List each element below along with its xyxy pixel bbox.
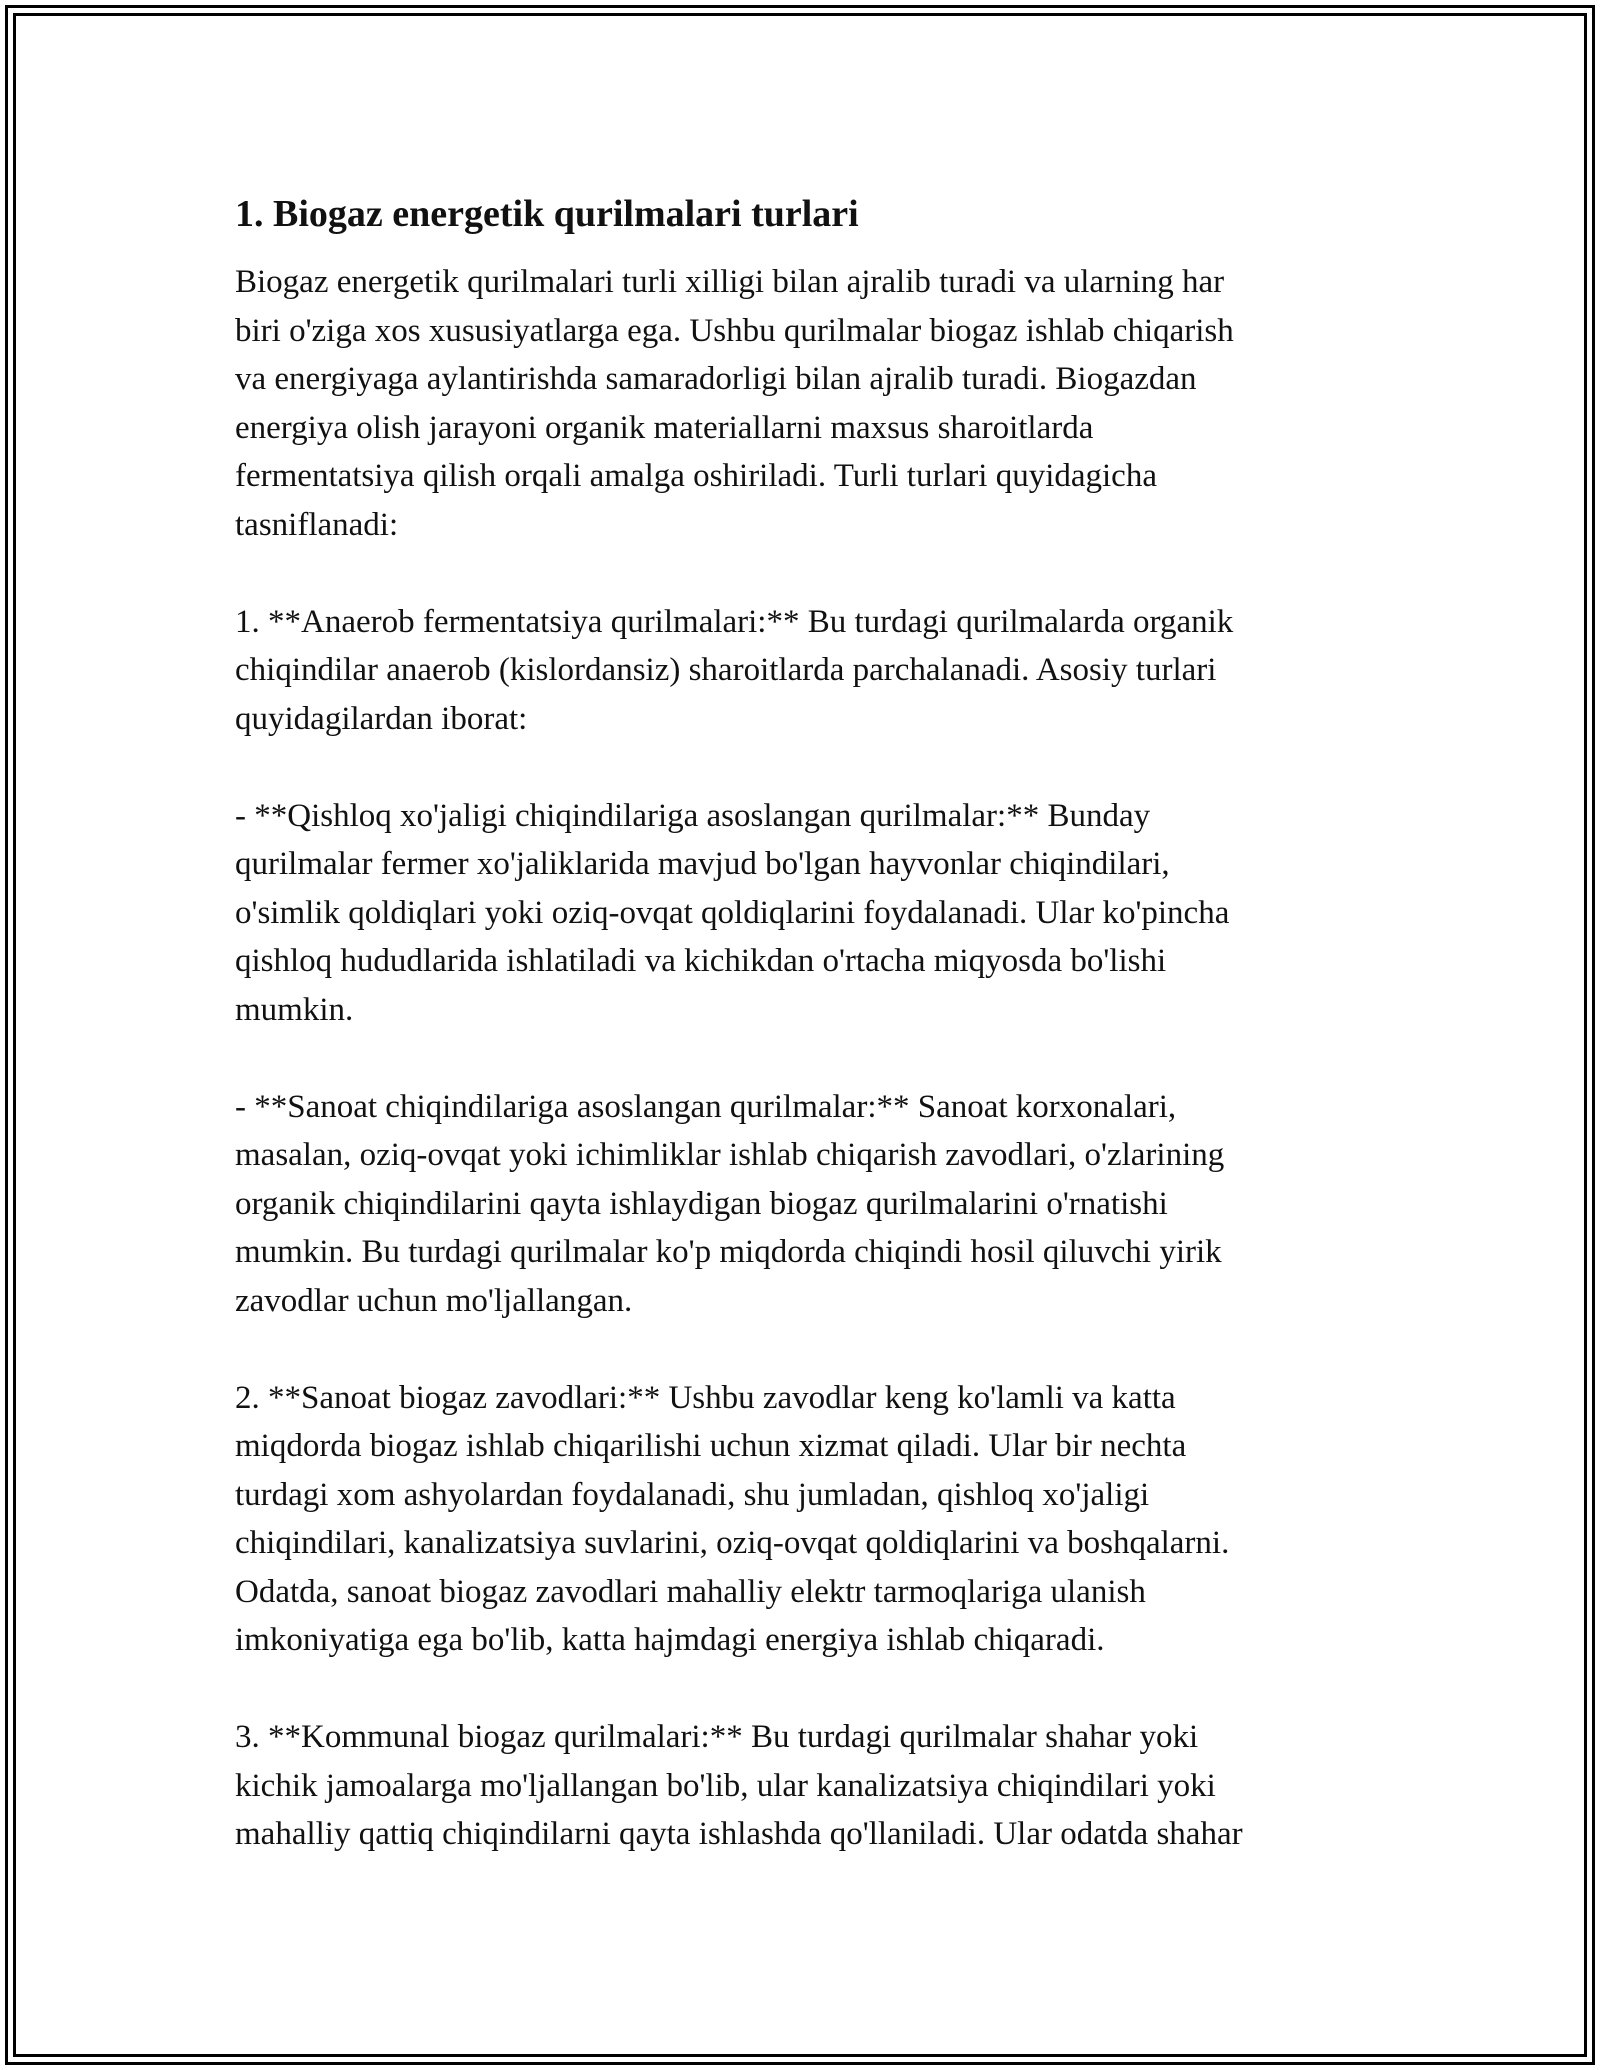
paragraph-spacer bbox=[235, 549, 1365, 598]
section-heading: 1. Biogaz energetik qurilmalari turlari bbox=[235, 193, 859, 235]
list-item-industrial-plants: 2. **Sanoat biogaz zavodlari:** Ushbu zavodlar keng ko'lamli va katta miqdorda biogaz ishlab chiqarilishi uchun xizmat qiladi. Ular bir nechta turdagi xom ashyolardan foydalanadi, shu jumladan, qishloq xo'jaligi chiqindilari, kanalizatsiya suvlarini, oziq-ovqat qoldiqlarini va boshqalarni. Odatda, sanoat biogaz zavodlari mahalliy elektr tarmoqlariga ulanish imkoniyatiga ega bo'lib, katta hajmdagi energiya ishlab chiqaradi. bbox=[235, 1379, 1230, 1658]
list-item-anaerob: 1. **Anaerob fermentatsiya qurilmalari:** Bu turdagi qurilmalarda organik chiqindilar anaerob (kislordansiz) sharoitlarda parchalanadi. Asosiy turlari quyidagilardan iborat: bbox=[235, 603, 1234, 737]
document-body bbox=[235, 190, 1365, 1859]
paragraph-spacer bbox=[235, 1034, 1365, 1083]
list-item-communal: 3. **Kommunal biogaz qurilmalari:** Bu turdagi qurilmalar shahar yoki kichik jamoalarga mo'ljallangan bo'lib, ular kanalizatsiya chiqindilari yoki mahalliy qattiq chiqindilarni qayta ishlashda qo'llaniladi. Ular odatda shahar bbox=[235, 1719, 1243, 1852]
sublist-item-agriculture: - **Qishloq xo'jaligi chiqindilariga asoslangan qurilmalar:** Bunday qurilmalar fermer xo'jaliklarida mavjud bo'lgan hayvonlar chiqindilari, o'simlik qoldiqlari yoki oziq-ovqat qoldiqlarini foydalanadi. Ular ko'pincha qishloq hududlarida ishlatiladi va kichikdan o'rtacha miqyosda bo'lishi mumkin. bbox=[235, 797, 1230, 1028]
paragraph-spacer bbox=[235, 743, 1365, 792]
sublist-item-industrial: - **Sanoat chiqindilariga asoslangan qurilmalar:** Sanoat korxonalari, masalan, oziq-ovqat yoki ichimliklar ishlab chiqarish zavodlari, o'zlarining organik chiqindilarini qayta ishlaydigan biogaz qurilmalarini o'rnatishi mumkin. Bu turdagi qurilmalar ko'p miqdorda chiqindi hosil qiluvchi yirik zavodlar uchun mo'ljallangan. bbox=[235, 1088, 1225, 1319]
intro-paragraph: Biogaz energetik qurilmalari turli xilligi bilan ajralib turadi va ularning har biri o'ziga xos xususiyatlarga ega. Ushbu qurilmalar biogaz ishlab chiqarish va energiyaga aylantirishda samaradorligi bilan ajralib turadi. Biogazdan energiya olish jarayoni organik materiallarni maxsus sharoitlarda fermentatsiya qilish orqali amalga oshiriladi. Turli turlari quyidagicha tasniflanadi: bbox=[235, 264, 1234, 543]
paragraph-spacer bbox=[235, 1665, 1365, 1714]
paragraph-spacer bbox=[235, 1325, 1365, 1374]
